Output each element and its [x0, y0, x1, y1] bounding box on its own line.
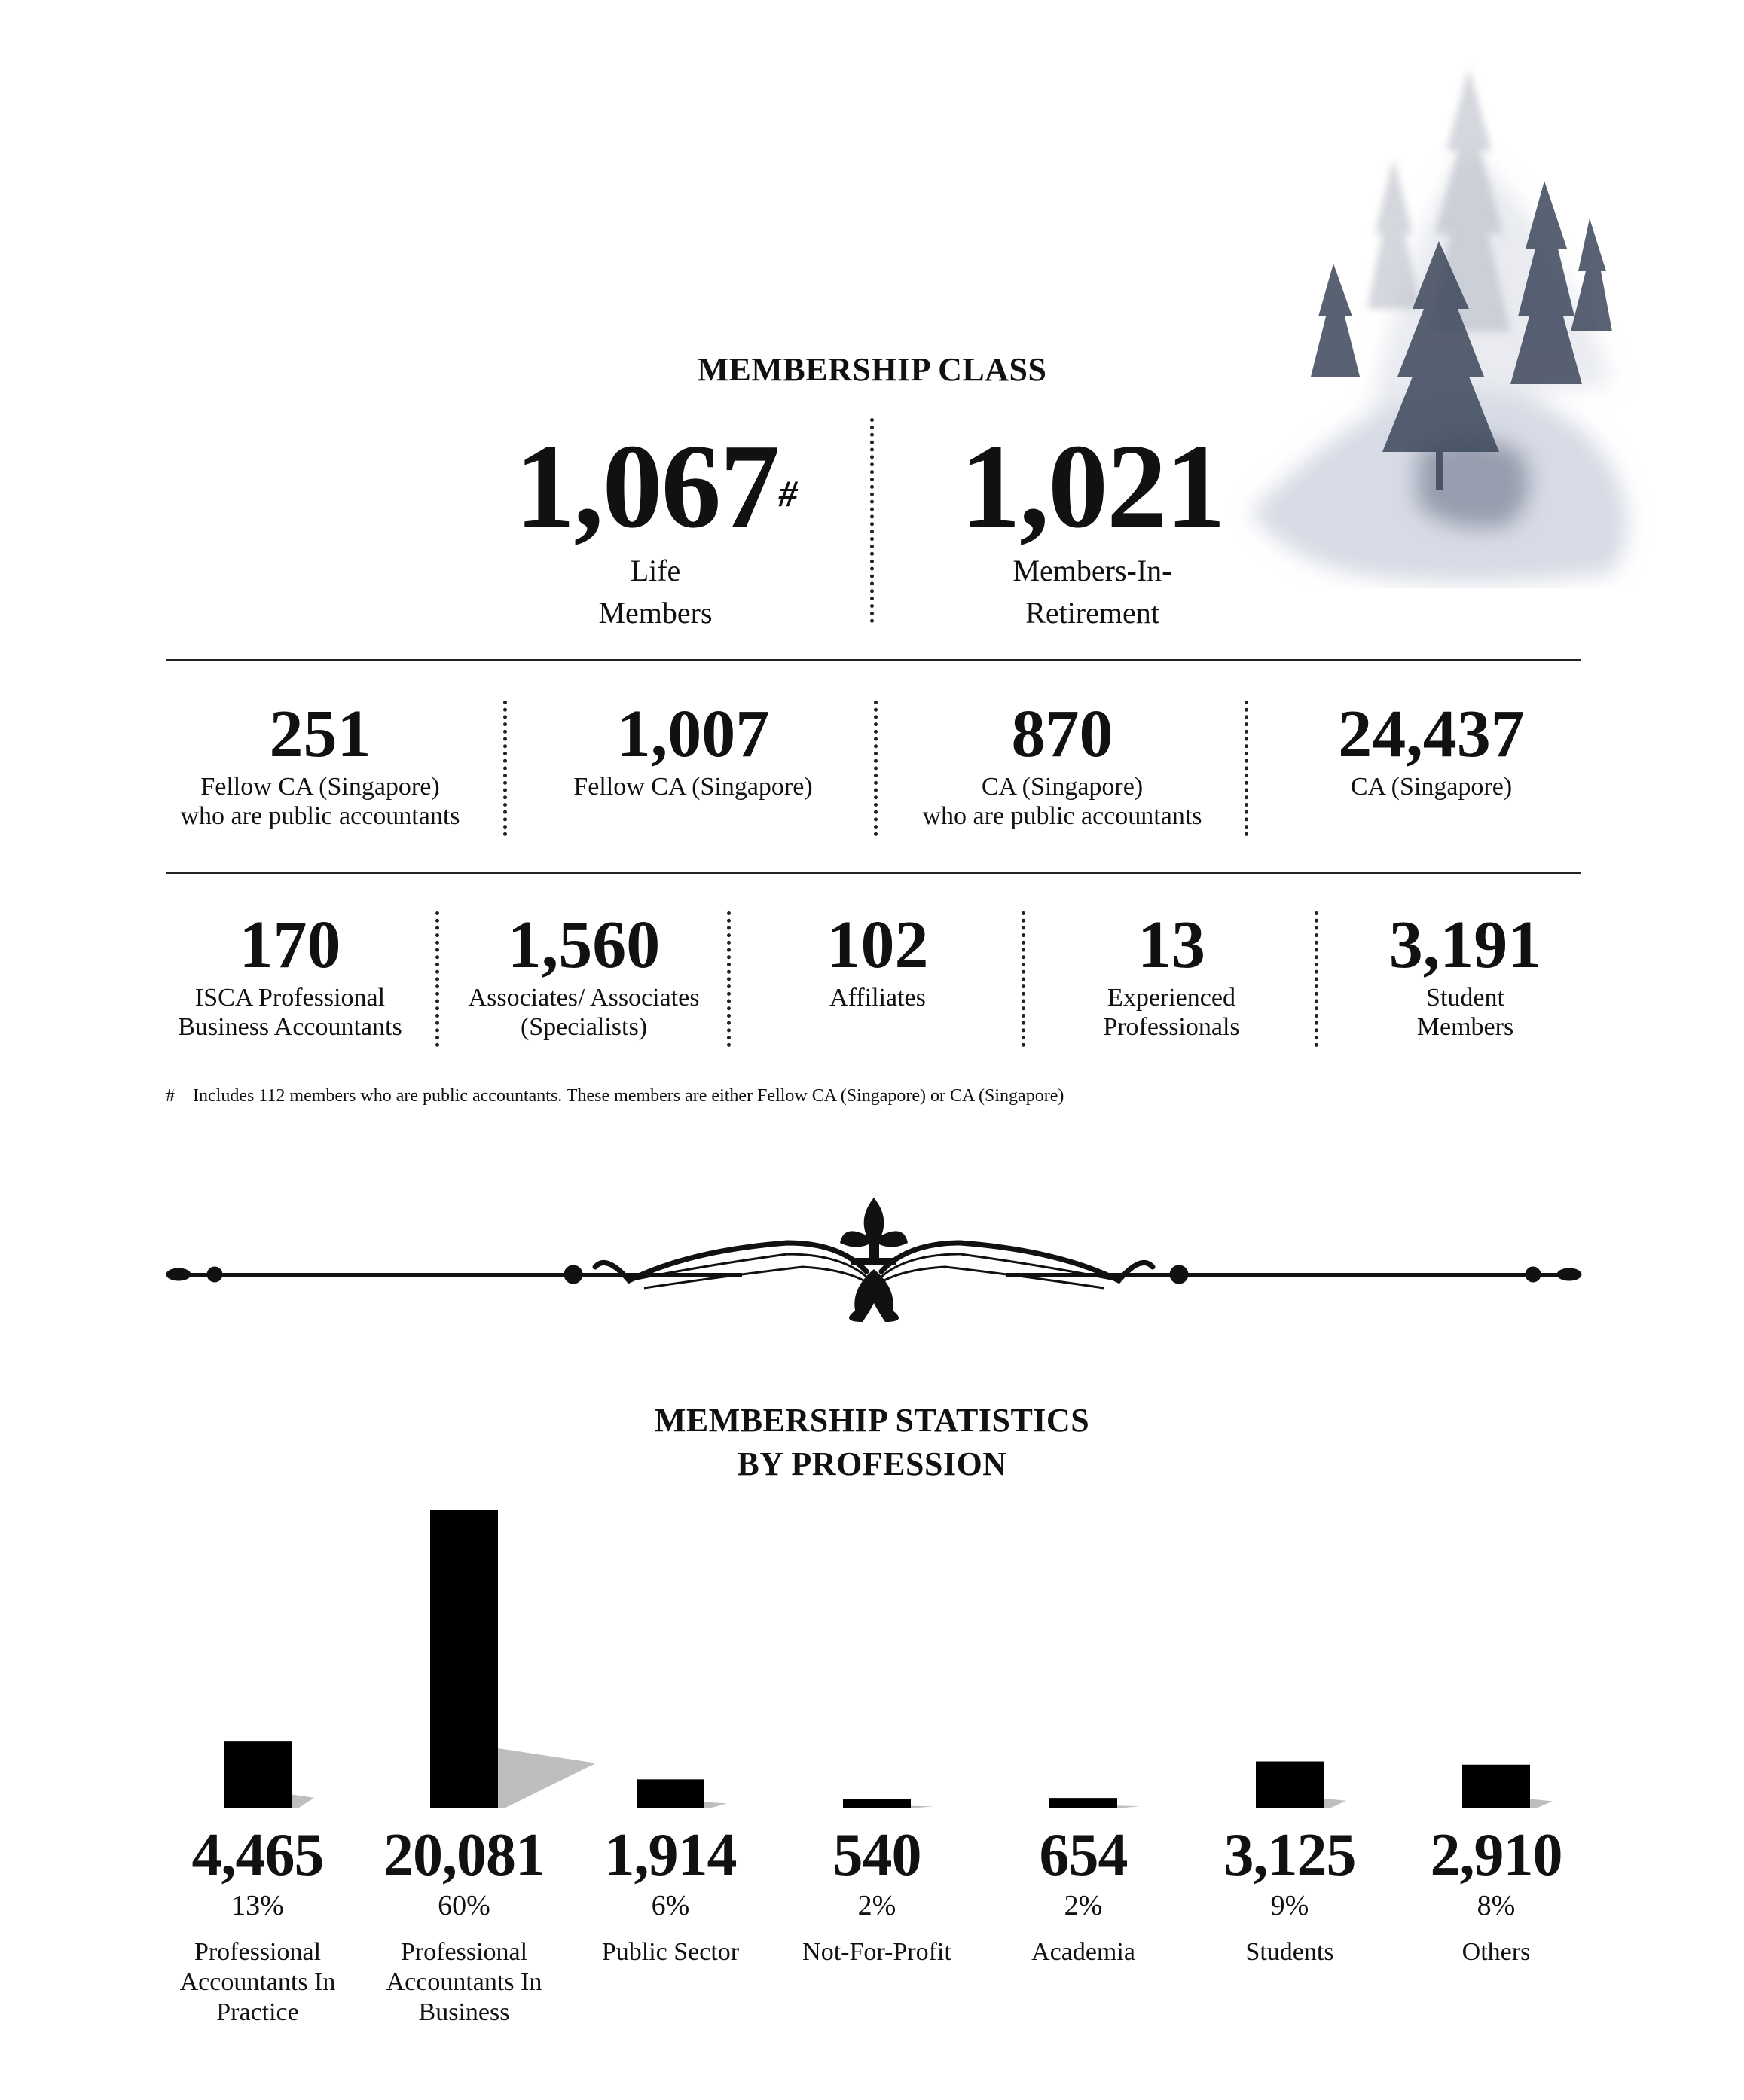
bar-label-group-5 — [1187, 1821, 1393, 1967]
bar-value-label: 20,081 — [383, 1822, 545, 1888]
stat-affiliates: 102 Affiliates — [826, 908, 929, 1012]
stat-fellow-ca: 1,007 Fellow CA (Singapore) — [573, 697, 813, 801]
bar-percent-label: 13% — [231, 1890, 284, 1921]
members-in-retirement-label: Members-In- Retirement — [1012, 554, 1172, 630]
bar-6 — [1462, 1765, 1530, 1808]
stat-associates: 1,560 Associates/ Associates (Specialists) — [468, 908, 700, 1041]
bar-label-group-3 — [774, 1821, 980, 1967]
stat-isca-professional-business-accountants: 170 ISCA Professional Business Accountants — [178, 908, 402, 1041]
bar-shadow — [704, 1802, 727, 1808]
life-members-label: Life Members — [598, 554, 713, 630]
bar-category-line: Professional — [194, 1938, 322, 1966]
bar-percent-label: 2% — [1064, 1890, 1103, 1921]
bar-label-group-4 — [980, 1821, 1187, 1967]
bar-category-line: Academia — [1031, 1938, 1135, 1966]
bar-value-label: 1,914 — [604, 1822, 737, 1888]
bar-category-line: Students — [1245, 1938, 1334, 1966]
bar-percent-label: 9% — [1270, 1890, 1309, 1921]
bar-percent-label: 8% — [1477, 1890, 1516, 1921]
bar-category-label — [1393, 1937, 1599, 1967]
bar-shadow — [292, 1794, 314, 1808]
bar-4 — [1049, 1798, 1117, 1808]
bar-3 — [843, 1799, 911, 1808]
bar-category-label — [361, 1937, 567, 2028]
bar-category-line: Not-For-Profit — [802, 1938, 951, 1966]
stat-ca: 24,437 CA (Singapore) — [1338, 697, 1525, 801]
bar-shadow — [498, 1748, 596, 1808]
members-in-retirement-value: 1,021 — [961, 419, 1224, 553]
bar-label-group-1 — [361, 1821, 567, 2028]
bar-1 — [430, 1510, 498, 1808]
bar-2 — [637, 1779, 704, 1808]
bar-category-label — [774, 1937, 980, 1967]
bar-category-line: Practice — [216, 1998, 299, 2026]
bar-category-line: Accountants In — [386, 1968, 542, 1996]
stat-experienced-professionals: 13 Experienced Professionals — [1103, 908, 1240, 1041]
bar-label-group-0 — [154, 1821, 361, 2028]
bar-5 — [1256, 1762, 1324, 1808]
bar-value-label: 2,910 — [1430, 1822, 1562, 1888]
stat-fellow-ca-public-accountants: 251 Fellow CA (Singapore) who are public accountants — [180, 697, 460, 830]
bar-0 — [224, 1741, 292, 1808]
bar-category-label — [154, 1937, 361, 2028]
bar-value-label: 654 — [1039, 1822, 1128, 1888]
bar-shadow — [1324, 1799, 1346, 1808]
membership-class-title: MEMBERSHIP CLASS — [697, 351, 1047, 388]
life-members-value: 1,067# — [515, 419, 796, 553]
bar-shadow — [1530, 1799, 1553, 1808]
bar-category-line: Professional — [400, 1938, 528, 1966]
bar-percent-label: 60% — [438, 1890, 490, 1921]
bar-value-label: 3,125 — [1223, 1822, 1356, 1888]
life-members-footnote-mark: # — [778, 472, 796, 514]
bar-value-label: 4,465 — [191, 1822, 324, 1888]
bar-category-line: Others — [1461, 1938, 1531, 1966]
bar-shadow — [1117, 1805, 1140, 1808]
stat-ca-public-accountants: 870 CA (Singapore) who are public accountants — [922, 697, 1202, 830]
bar-label-group-6 — [1393, 1821, 1599, 1967]
stat-student-members: 3,191 Student Members — [1388, 908, 1542, 1041]
bar-percent-label: 6% — [651, 1890, 690, 1921]
bar-category-label — [980, 1937, 1187, 1967]
bar-category-label — [567, 1937, 774, 1967]
statistics-title: MEMBERSHIP STATISTICS BY PROFESSION — [654, 1402, 1090, 1482]
bar-value-label: 540 — [832, 1822, 921, 1888]
bar-category-line: Accountants In — [179, 1968, 336, 1996]
bar-category-line: Public Sector — [601, 1938, 740, 1966]
bar-category-line: Business — [418, 1998, 510, 2026]
bar-percent-label: 2% — [857, 1890, 896, 1921]
bar-shadow — [911, 1806, 933, 1808]
footnote-text: Includes 112 members who are public accountants. These members are either Fellow CA (Singapore) or CA (Singapore) — [193, 1086, 1064, 1106]
bar-label-group-2 — [567, 1821, 774, 1967]
footnote-mark: # — [166, 1086, 175, 1106]
bar-category-label — [1187, 1937, 1393, 1967]
